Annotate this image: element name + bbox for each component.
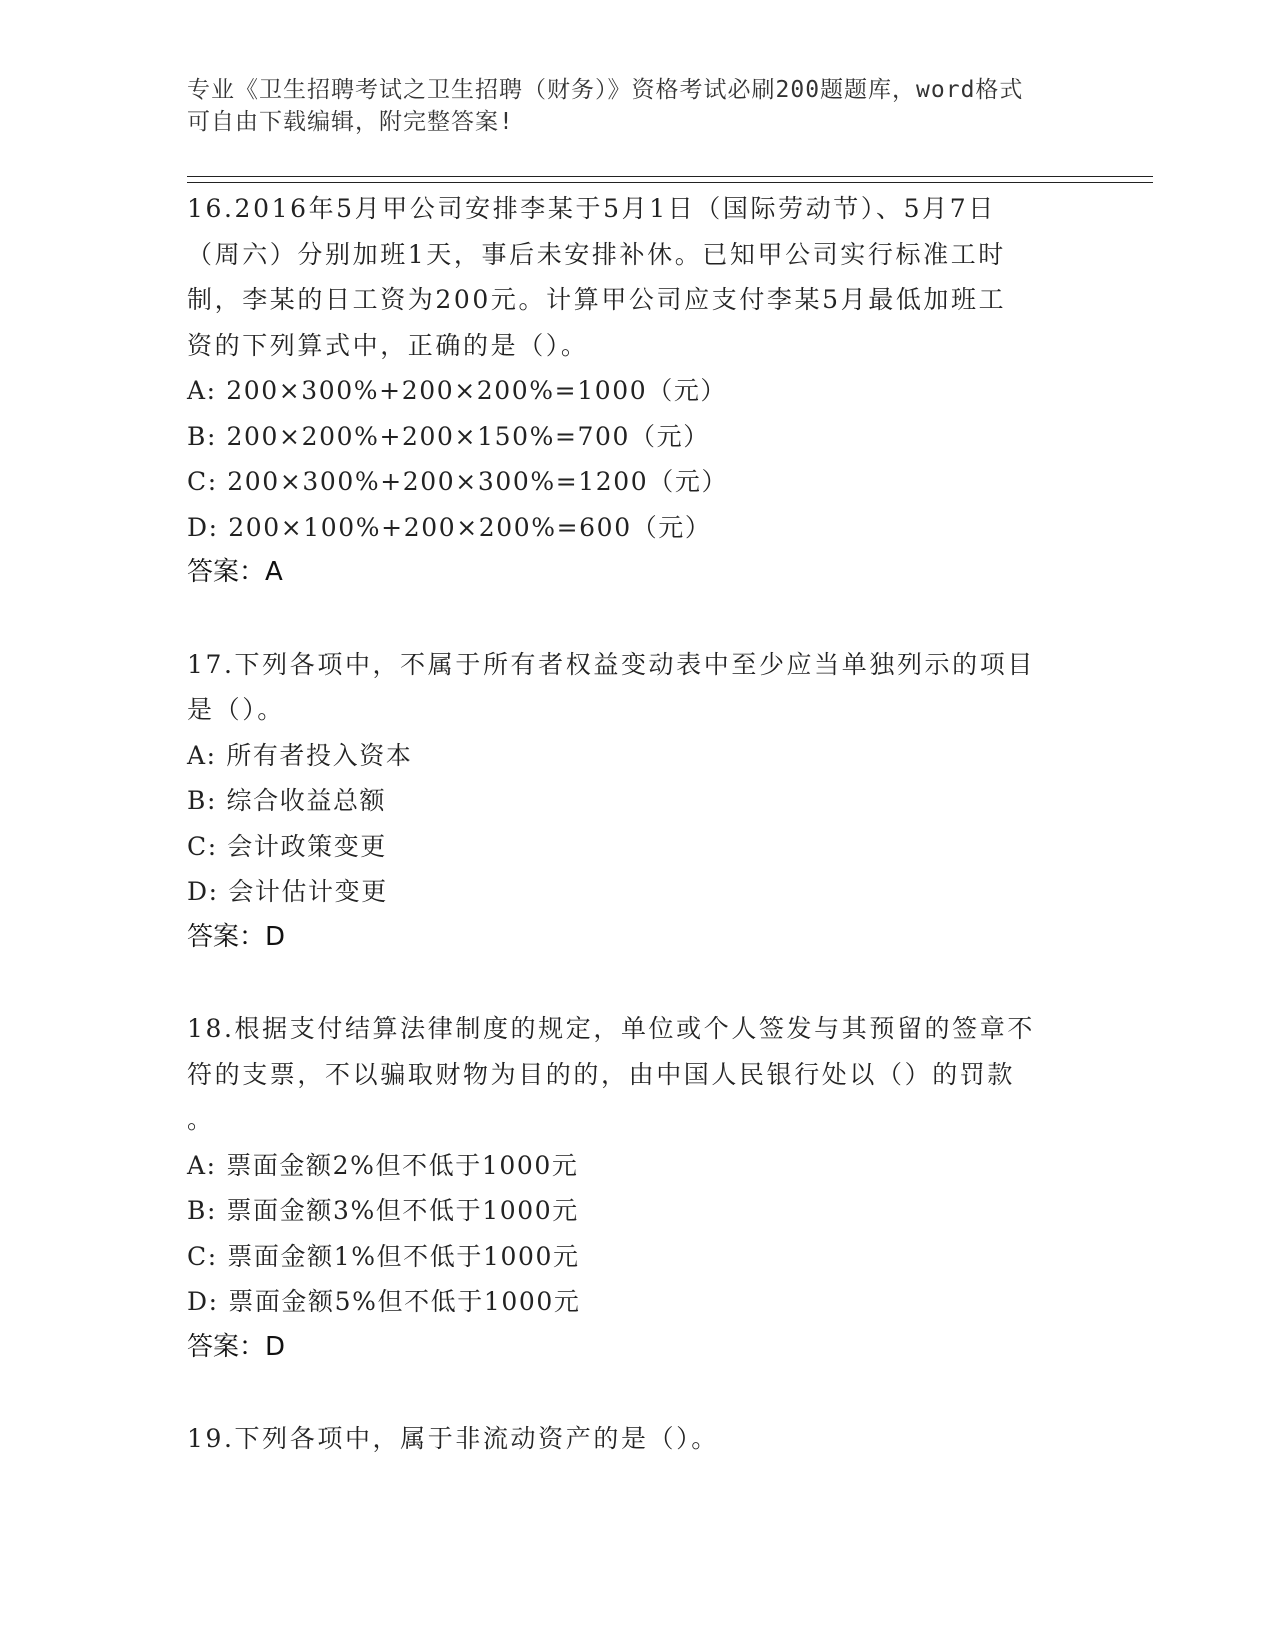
question-text-line: 。 [187, 1105, 213, 1134]
option-a: A: 所有者投入资本 [187, 740, 413, 770]
option-d: D: 会计估计变更 [187, 877, 388, 906]
question-text-line: 制，李某的日工资为200元。计算甲公司应支付李某5月最低加班工 [187, 285, 1007, 314]
question-text-line: 符的支票，不以骗取财物为目的的，由中国人民银行处以（）的罚款 [187, 1059, 1016, 1089]
question-text-line: 17.下列各项中，不属于所有者权益变动表中至少应当单独列示的项目 [187, 649, 1035, 679]
option-d: D: 票面金额5%但不低于1000元 [187, 1287, 581, 1316]
spacer [187, 1370, 1087, 1416]
option-c: C: 票面金额1%但不低于1000元 [187, 1241, 580, 1271]
option-b: B: 票面金额3%但不低于1000元 [187, 1196, 579, 1225]
answer-label: 答案：A [187, 557, 283, 587]
option-b: B: 综合收益总额 [187, 786, 387, 815]
question-text-line: （周六）分别加班1天，事后未安排补休。已知甲公司实行标准工时 [187, 239, 1006, 269]
header-line-1: 专业《卫生招聘考试之卫生招聘（财务）》资格考试必刷200题题库，word格式 [187, 77, 1024, 103]
question-text-line: 是（）。 [187, 695, 285, 724]
question-17 [187, 642, 1087, 961]
spacer [187, 960, 1087, 1006]
question-list [187, 186, 1087, 1462]
question-16 [187, 186, 1087, 596]
header-divider-top [187, 176, 1153, 177]
question-text-line: 18.根据支付结算法律制度的规定，单位或个人签发与其预留的签章不 [187, 1014, 1035, 1043]
answer-label: 答案：D [187, 921, 286, 952]
question-text-line: 资的下列算式中，正确的是（）。 [187, 330, 589, 360]
document-header [187, 74, 1087, 138]
option-c: C: 会计政策变更 [187, 831, 387, 861]
option-d: D: 200×100%+200×200%=600（元） [187, 512, 712, 542]
spacer [187, 596, 1087, 642]
question-19 [187, 1416, 1087, 1462]
question-18 [187, 1006, 1087, 1370]
header-line-2: 可自由下载编辑，附完整答案! [187, 109, 514, 135]
question-text-line: 16.2016年5月甲公司安排李某于5月1日（国际劳动节）、5月7日 [187, 194, 996, 223]
option-a: A: 200×300%+200×200%=1000（元） [187, 376, 728, 405]
header-divider-bottom [187, 182, 1153, 183]
question-text-line: 19.下列各项中，属于非流动资产的是（）。 [187, 1424, 719, 1453]
option-b: B: 200×200%+200×150%=700（元） [187, 421, 710, 451]
option-a: A: 票面金额2%但不低于1000元 [187, 1150, 579, 1180]
option-c: C: 200×300%+200×300%=1200（元） [187, 467, 729, 496]
answer-label: 答案：D [187, 1331, 286, 1362]
